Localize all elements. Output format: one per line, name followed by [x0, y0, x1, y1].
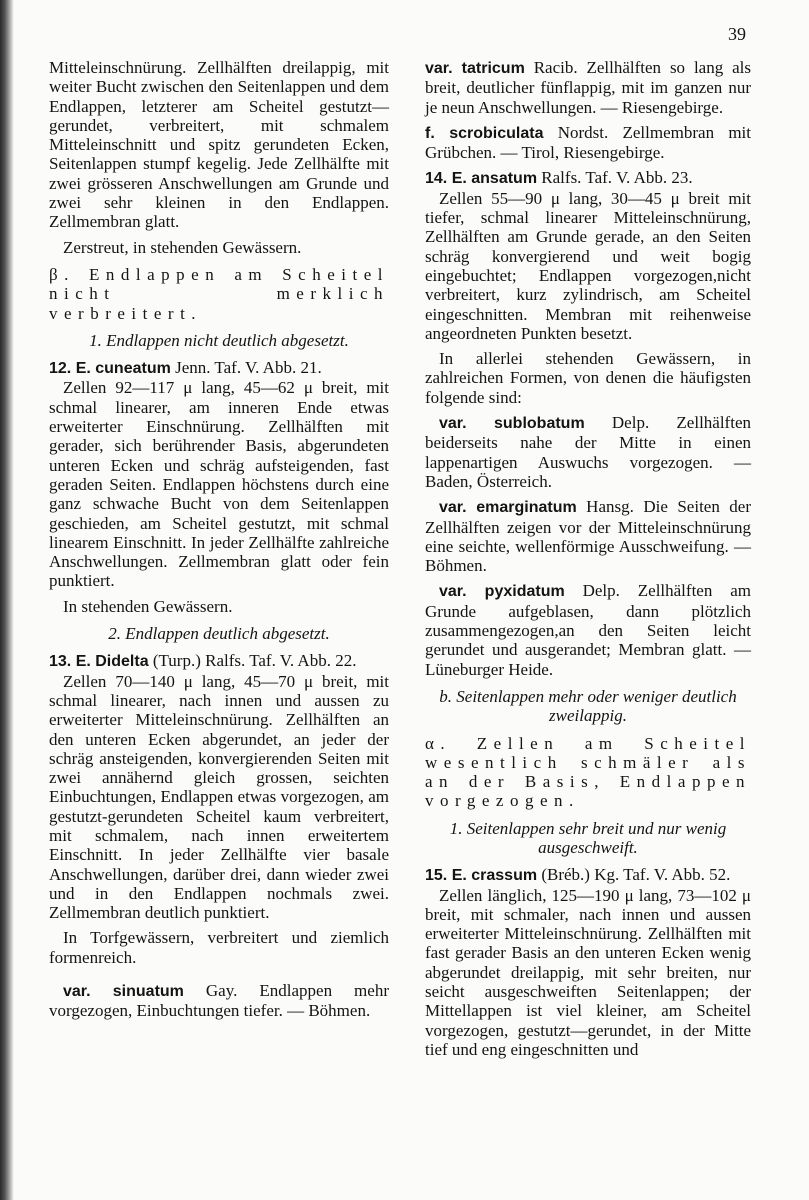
section-heading-b: b. Seitenlappen mehr oder weniger deutlich zweilappig. [439, 686, 737, 726]
variety-description: Hansg. Die Seiten der Zellhälften zeigen vor der Mitteleinschnürung eine seichte, wellenförmige Ausschweifung. — Böhmen. [425, 497, 752, 576]
left-column [49, 58, 389, 1027]
variety-entry [49, 981, 389, 1021]
variety-name: var. pyxidatum [439, 583, 565, 601]
variety-description: Gay. Endlappen mehr vorgezogen, Einbuchtungen tiefer. — Böhmen. [49, 981, 389, 1021]
variety-entry [425, 497, 751, 575]
form-description: Nordst. Zellmembran mit Grübchen. — Tirol, Riesengebirge. [425, 122, 751, 163]
variety-entry [425, 413, 751, 491]
species-reference: Jenn. Taf. V. Abb. 21. [170, 358, 322, 378]
variety-entry [425, 581, 751, 678]
species-name: 13. E. Didelta [49, 653, 149, 671]
variety-name: var. sublobatum [439, 415, 585, 433]
species-description: Zellen 70—140 μ lang, 45—70 μ breit, mit schmal linearer, nach innen und aussen zu erweiterter Mitteleinschnürung. Zellhälften an den unteren Ecken abgerundet, an jeder der schräg ansteigenden, konvergierenden Seiten mit zwei annähernd gleich grossen, seichten Einbuchtungen, Endlappen etwas vorgezogen, am gestutzt-gerundeten Scheitel kaum verbreitert, mit schmalem, nach innen erweitertem Einschnitt. In jeder Zellhälfte vier basale Anschwellungen, darüber drei, dann wieder zwei und in den Endlappen nochmals zwei. Zellmembran deutlich punktiert. [49, 671, 389, 923]
variety-name: var. sinuatum [63, 983, 184, 1001]
variety-name: var. tatricum [425, 60, 525, 77]
species-header [425, 865, 751, 885]
scan-margin-edge [0, 0, 14, 1200]
species-reference: (Turp.) Ralfs. Taf. V. Abb. 22. [148, 651, 357, 671]
variety-description: Racib. Zellhälften so lang als breit, deutlicher fünflappig, mit im ganzen nur je neun Anschwellungen. — Riesengebirge. [425, 58, 751, 117]
species-header [49, 358, 389, 378]
species-reference: (Bréb.) Kg. Taf. V. Abb. 52. [537, 865, 731, 885]
habitat-text: In allerlei stehenden Gewässern, in zahlreichen Formen, von denen die häufigsten folgende sind: [425, 349, 751, 407]
species-header [425, 168, 751, 188]
subsection-heading: 1. Seitenlappen sehr breit und nur wenig ausgeschweift. [449, 818, 727, 857]
species-name: 15. E. crassum [425, 867, 538, 885]
species-description: Zellen 92—117 μ lang, 45—62 μ breit, mit schmal linearer, am inneren Ende etwas erweiterter Einschnürung. Zellhälften mit gerader, sich berührender Basis, abgerundeten unteren Ecken und schräg aufsteigenden, fast geraden Seiten. Endlappen höchstens durch eine ganz schwache Bucht von dem Seitenlappen geschieden, am Scheitel gestutzt, mit schmal linearem Einschnitt. In jeder Zellhälfte zahlreiche Anschwellungen. Zellmembran glatt oder fein punktiert. [49, 378, 389, 591]
subsection-heading: 2. Endlappen deutlich abgesetzt. [108, 624, 330, 644]
species-name: 12. E. cuneatum [49, 360, 171, 378]
habitat-text: In stehenden Gewässern. [63, 596, 233, 616]
form-name: f. scrobiculata [425, 124, 544, 142]
habitat-text: Zerstreut, in stehenden Gewässern. [63, 237, 302, 257]
species-description: Zellen 55—90 μ lang, 30—45 μ breit mit tiefer, schmal linearer Mitteleinschnürung, Zellhälften am Grunde gerade, an den Seiten schräg konvergierend und weit bogig eingebuchtet; Endlappen vorgezogen,nicht verbreitert, kurz zylindrisch, am Scheitel eingeschnitten. Membran mit reihenweise angeordneten Punkten besetzt. [425, 188, 751, 343]
species-reference: Ralfs. Taf. V. Abb. 23. [537, 168, 693, 188]
variety-entry [425, 58, 751, 117]
variety-name: var. emarginatum [439, 499, 577, 517]
page-number: 39 [728, 24, 746, 44]
section-heading-alpha: α. Zellen am Scheitel wesentlich schmäler als an der Basis, Endlappen vorgezogen. [425, 733, 751, 811]
species-description: Zellen länglich, 125—190 μ lang, 73—102 μ breit, mit schmaler, nach innen und aussen erweiterter Mitteleinschnürung. Zellhälften mit fast gerader Basis an den unteren Ecken wenig abgerundet dreilappig, mit sehr breiten, nur seicht ausgeschweiften Seitenlappen; der Mittellappen ist viel kleiner, am Scheitel vorgezogen, gestutzt—gerundet, in der Mitte tief und eng eingeschnitten und [425, 885, 751, 1059]
section-heading-beta: β. Endlappen am Scheitel nicht merklich verbreitert. [49, 264, 389, 323]
right-column [425, 58, 751, 1059]
habitat-text: In Torfgewässern, verbreitert und ziemlich formenreich. [49, 928, 389, 967]
variety-description: Delp. Zellhälften beiderseits nahe der Mitte in einen lappenartigen Auswuchs vorgezogen. — Baden, Österreich. [425, 413, 751, 491]
variety-description: Delp. Zellhälften am Grunde aufgeblasen, dann plötzlich zusammengezogen,an den Seiten leicht gerundet und ausgerandet; Membran glatt. — Lüneburger Heide. [425, 581, 751, 679]
species-header [49, 651, 389, 671]
paragraph: Mitteleinschnürung. Zellhälften dreilappig, mit weiter Bucht zwischen den Seitenlappen und dem Endlappen, letzterer am Scheitel gestutzt—gerundet, verbreitert, mit schmalem Mitteleinschnitt und spitz gerundeten Ecken, Seitenlappen stumpf kegelig. Jede Zellhälfte mit zwei grösseren Anschwellungen am Grunde und zwei sehr kleinen in den Endlappen. Zellmembran glatt. [49, 58, 389, 232]
species-name: 14. E. ansatum [425, 170, 538, 188]
subsection-heading: 1. Endlappen nicht deutlich abgesetzt. [89, 330, 349, 350]
form-entry [425, 123, 751, 163]
